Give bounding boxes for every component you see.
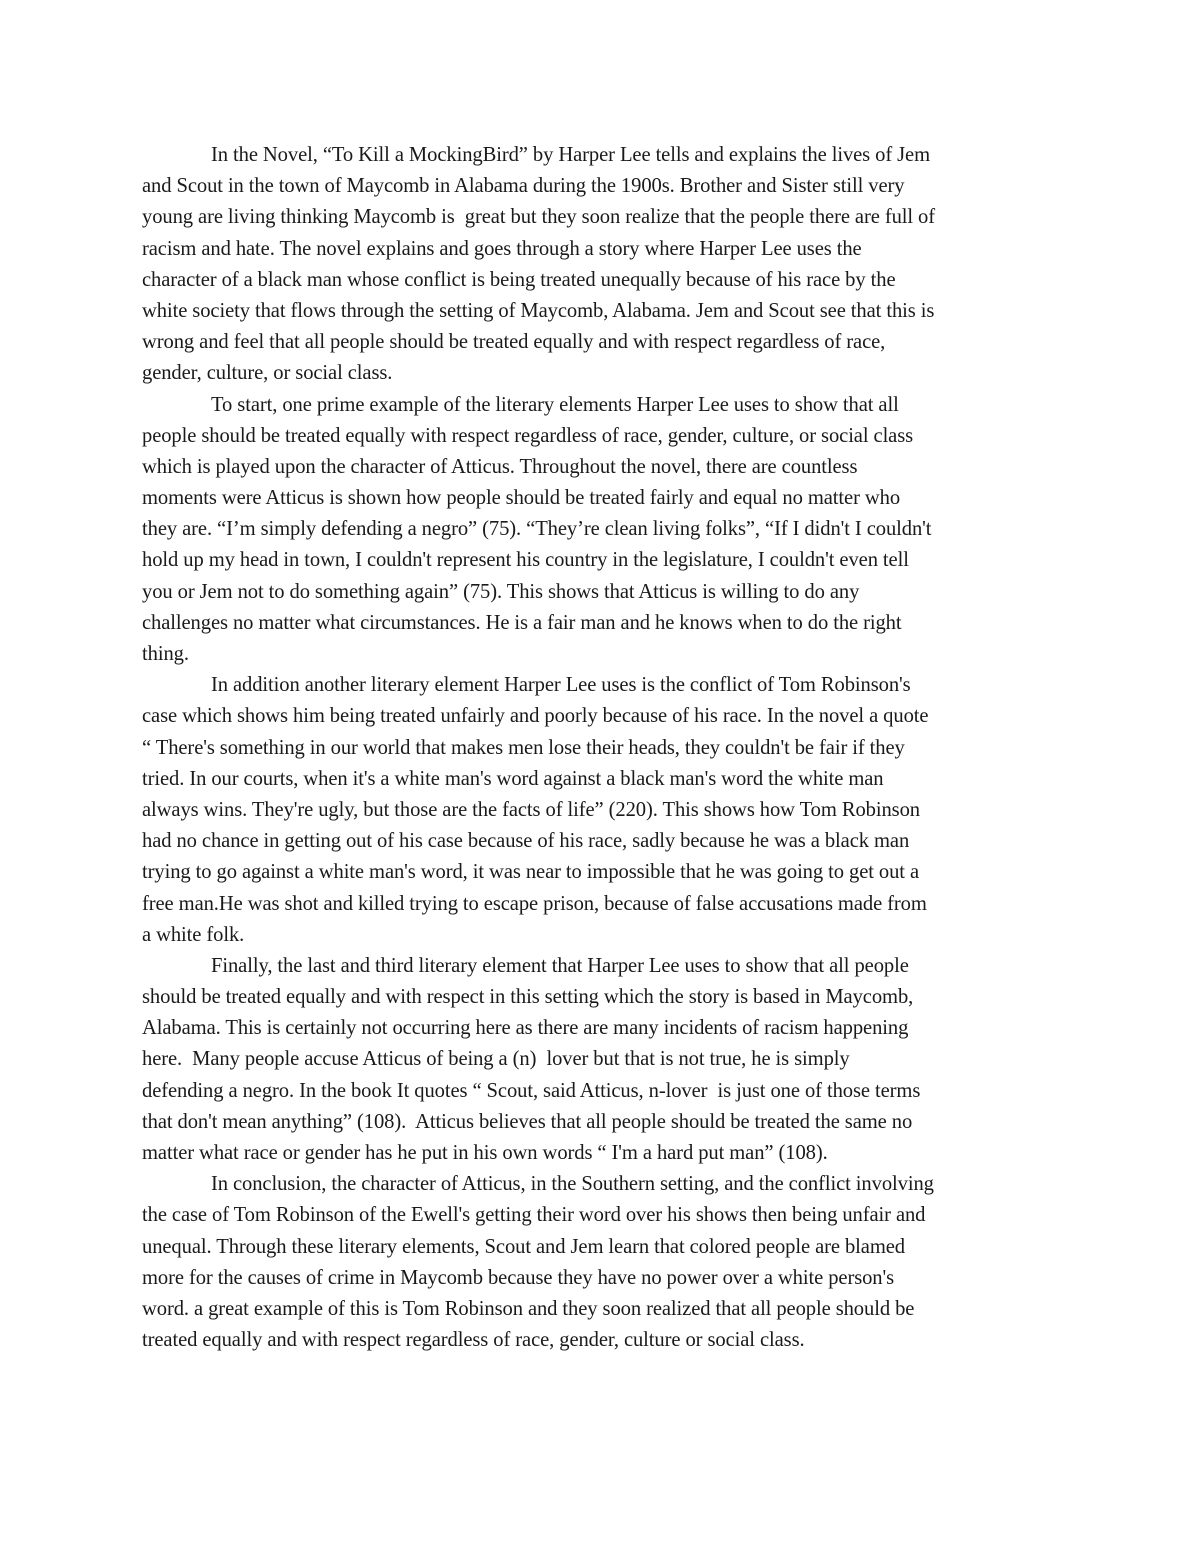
paragraph-line: treated equally and with respect regardless of race, gender, culture or social class. — [142, 1329, 805, 1352]
paragraph-line: a white folk. — [142, 923, 245, 946]
paragraph-line: In addition another literary element Harper Lee uses is the conflict of Tom Robinson's — [211, 674, 911, 697]
paragraph-line: moments were Atticus is shown how people should be treated fairly and equal no matter who — [142, 487, 901, 510]
paragraph-line: you or Jem not to do something again” (75). This shows that Atticus is willing to do any — [142, 580, 860, 603]
paragraph-line: thing. — [142, 643, 189, 665]
paragraph-line: they are. “I’m simply defending a negro” (75). “They’re clean living folks”, “If I didn't I couldn't — [142, 518, 932, 541]
essay-body — [142, 140, 1068, 1356]
paragraph-line: unequal. Through these literary elements, Scout and Jem learn that colored people are blamed — [142, 1235, 905, 1258]
paragraph-line: which is played upon the character of Atticus. Throughout the novel, there are countless — [142, 455, 858, 478]
paragraph-line: had no chance in getting out of his case because of his race, sadly because he was a black man — [142, 830, 910, 853]
paragraph-line: In the Novel, “To Kill a MockingBird” by Harper Lee tells and explains the lives of Jem — [211, 144, 931, 166]
paragraph-3 — [142, 670, 1068, 951]
paragraph-line: the case of Tom Robinson of the Ewell's getting their word over his shows then being unfair and — [142, 1204, 926, 1227]
paragraph-4 — [142, 951, 1068, 1169]
paragraph-line: always wins. They're ugly, but those are the facts of life” (220). This shows how Tom Robinson — [142, 798, 920, 821]
paragraph-line: that don't mean anything” (108). Atticus believes that all people should be treated the same no — [142, 1110, 913, 1133]
paragraph-line: and Scout in the town of Maycomb in Alabama during the 1900s. Brother and Sister still very — [142, 175, 905, 198]
paragraph-line: white society that flows through the setting of Maycomb, Alabama. Jem and Scout see that this is — [142, 299, 935, 322]
paragraph-line: “ There's something in our world that makes men lose their heads, they couldn't be fair if they — [142, 736, 905, 759]
paragraph-line: challenges no matter what circumstances. He is a fair man and he knows when to do the right — [142, 611, 902, 634]
paragraph-line: case which shows him being treated unfairly and poorly because of his race. In the novel a quote — [142, 705, 929, 728]
paragraph-line: young are living thinking Maycomb is great but they soon realize that the people there are full of — [142, 206, 936, 229]
paragraph-line: wrong and feel that all people should be treated equally and with respect regardless of race, — [142, 331, 886, 354]
paragraph-line: here. Many people accuse Atticus of being a (n) lover but that is not true, he is simply — [142, 1048, 850, 1071]
paragraph-line: trying to go against a white man's word, it was near to impossible that he was going to get out a — [142, 861, 920, 884]
paragraph-line: racism and hate. The novel explains and goes through a story where Harper Lee uses the — [142, 237, 862, 260]
paragraph-line: In conclusion, the character of Atticus, in the Southern setting, and the conflict involving — [211, 1173, 934, 1196]
paragraph-line: free man.He was shot and killed trying to escape prison, because of false accusations made from — [142, 892, 927, 915]
paragraph-line: defending a negro. In the book It quotes “ Scout, said Atticus, n-lover is just one of those terms — [142, 1079, 921, 1102]
paragraph-line: more for the causes of crime in Maycomb because they have no power over a white person's — [142, 1266, 895, 1289]
paragraph-line: should be treated equally and with respect in this setting which the story is based in Maycomb, — [142, 986, 914, 1009]
paragraph-5 — [142, 1169, 1068, 1356]
paragraph-2 — [142, 390, 1068, 671]
paragraph-line: To start, one prime example of the literary elements Harper Lee uses to show that all — [211, 393, 899, 416]
paragraph-line: Finally, the last and third literary element that Harper Lee uses to show that all people — [211, 954, 909, 977]
paragraph-line: Alabama. This is certainly not occurring here as there are many incidents of racism happening — [142, 1017, 909, 1040]
paragraph-line: matter what race or gender has he put in his own words “ I'm a hard put man” (108). — [142, 1142, 828, 1164]
paragraph-line: hold up my head in town, I couldn't represent his country in the legislature, I couldn't even tell — [142, 549, 909, 572]
paragraph-line: tried. In our courts, when it's a white man's word against a black man's word the white man — [142, 767, 884, 790]
paragraph-line: word. a great example of this is Tom Robinson and they soon realized that all people should be — [142, 1297, 915, 1320]
paragraph-1 — [142, 140, 1068, 390]
paragraph-line: people should be treated equally with respect regardless of race, gender, culture, or social class — [142, 424, 914, 447]
paragraph-line: character of a black man whose conflict is being treated unequally because of his race by the — [142, 268, 896, 291]
paragraph-line: gender, culture, or social class. — [142, 362, 393, 385]
